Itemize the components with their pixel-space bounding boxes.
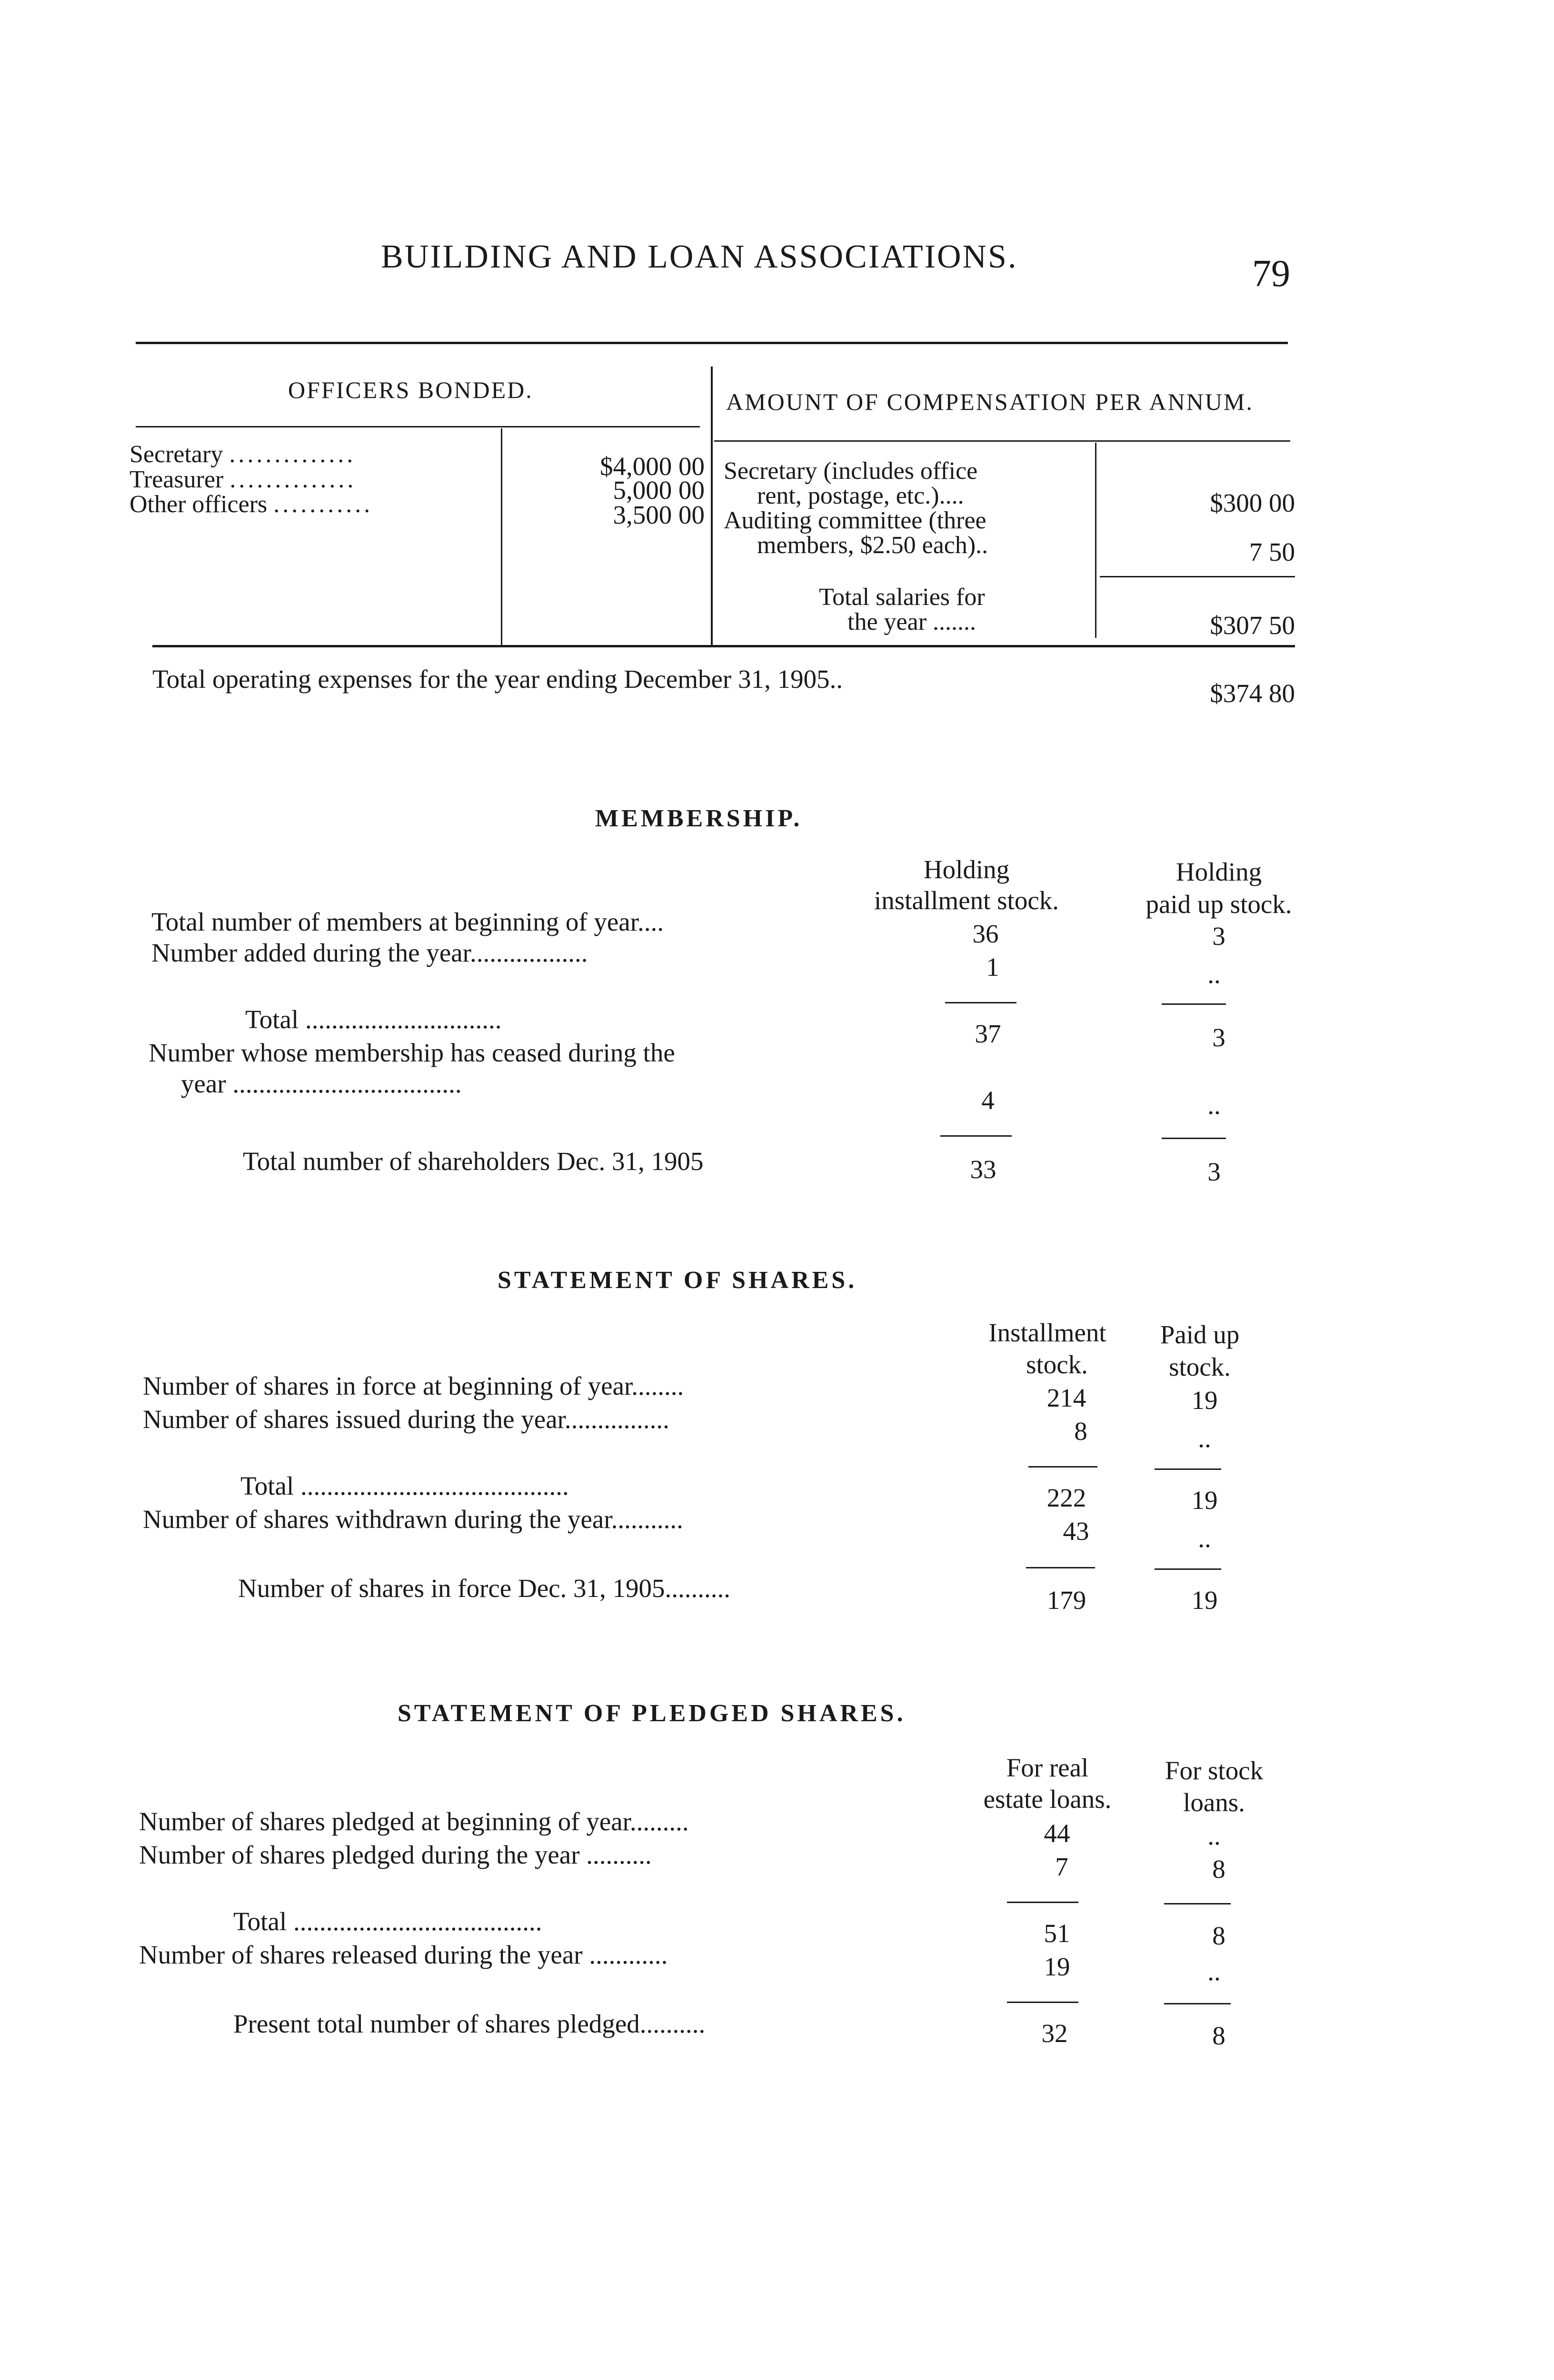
officers-amount-divider <box>501 428 502 647</box>
officer-row: Secretary .............. <box>130 441 356 468</box>
total-salaries-line: Total salaries for <box>819 584 985 611</box>
compensation-amount-divider <box>1095 443 1096 638</box>
subtotal-rule <box>1007 1902 1078 1903</box>
row-label: Total number of shareholders Dec. 31, 1905 <box>243 1147 704 1176</box>
row-label: Number whose membership has ceased during the <box>149 1038 675 1067</box>
secretary-compensation-amount: $300 00 <box>1210 488 1295 517</box>
row-label: Number of shares pledged during the year .......... <box>139 1840 652 1869</box>
auditing-committee-line: Auditing committee (three <box>724 507 986 534</box>
table-bottom-rule <box>152 645 1295 647</box>
cell-value: .. <box>1198 1524 1211 1553</box>
row-label: Number added during the year.................. <box>151 938 588 967</box>
column-header: Installment <box>988 1318 1106 1347</box>
cell-value: 8 <box>1074 1417 1087 1446</box>
subtotal-rule <box>1028 1466 1097 1468</box>
subtotal-rule <box>1155 1468 1221 1470</box>
cell-value: .. <box>1198 1424 1211 1453</box>
cell-value: 8 <box>1212 2021 1225 2050</box>
pledged-shares-title: STATEMENT OF PLEDGED SHARES. <box>398 1700 906 1727</box>
row-label: Number of shares released during the year ............ <box>139 1940 668 1969</box>
officer-amount: 3,500 00 <box>613 500 705 529</box>
row-label: Number of shares withdrawn during the year........... <box>143 1505 683 1534</box>
column-header: estate loans. <box>983 1785 1112 1814</box>
cell-value: 36 <box>972 919 999 948</box>
column-header: Holding <box>923 855 1010 884</box>
page-number: 79 <box>1252 253 1290 295</box>
cell-value: 8 <box>1212 1921 1225 1950</box>
compensation-heading-rule <box>714 440 1290 442</box>
table-top-rule <box>136 342 1288 344</box>
cell-value: 19 <box>1191 1486 1218 1515</box>
cell-value: 7 <box>1055 1852 1068 1881</box>
cell-value: 1 <box>986 952 999 982</box>
compensation-heading: AMOUNT OF COMPENSATION PER ANNUM. <box>726 388 1254 415</box>
subtotal-rule <box>1164 1903 1231 1904</box>
cell-value: 4 <box>981 1086 995 1115</box>
column-header: For stock <box>1165 1756 1264 1785</box>
operating-expenses-label: Total operating expenses for the year ending December 31, 1905.. <box>152 664 843 694</box>
cell-value: 8 <box>1212 1854 1225 1884</box>
total-salaries-amount: $307 50 <box>1210 611 1295 640</box>
cell-value: 32 <box>1041 2019 1068 2048</box>
subtotal-rule <box>945 1002 1016 1003</box>
row-label: Total ...................................... <box>233 1907 542 1936</box>
row-label: Total ......................................... <box>240 1471 569 1500</box>
total-rule <box>1164 2003 1231 2004</box>
row-label: year ................................... <box>181 1069 462 1098</box>
cell-value: 44 <box>1044 1819 1070 1848</box>
total-rule <box>940 1135 1012 1137</box>
secretary-compensation-line: rent, postage, etc.).... <box>757 482 964 509</box>
cell-value: 19 <box>1044 1952 1070 1981</box>
column-header: installment stock. <box>874 886 1059 915</box>
cell-value: 179 <box>1046 1586 1086 1615</box>
total-rule <box>1007 2002 1078 2003</box>
cell-value: .. <box>1207 1091 1221 1120</box>
table-center-divider <box>711 367 713 647</box>
cell-value: 3 <box>1207 1157 1221 1186</box>
total-salaries-line: the year ....... <box>847 608 976 635</box>
column-header: stock. <box>1026 1350 1088 1379</box>
cell-value: .. <box>1207 960 1221 989</box>
membership-title: MEMBERSHIP. <box>595 805 803 832</box>
cell-value: 3 <box>1212 922 1225 951</box>
column-header: For real <box>1006 1753 1089 1782</box>
cell-value: 37 <box>975 1019 1001 1048</box>
cell-value: 19 <box>1191 1386 1218 1415</box>
cell-value: 3 <box>1212 1023 1225 1052</box>
officer-row: Other officers ........... <box>130 491 373 518</box>
cell-value: 222 <box>1046 1483 1086 1512</box>
officer-amount: $4,000 00 <box>600 452 705 481</box>
running-header: BUILDING AND LOAN ASSOCIATIONS. <box>381 238 1018 275</box>
row-label: Present total number of shares pledged.......... <box>233 2009 706 2038</box>
row-label: Number of shares in force Dec. 31, 1905.......... <box>238 1574 731 1603</box>
cell-value: .. <box>1207 1957 1221 1986</box>
row-label: Number of shares pledged at beginning of year......... <box>139 1807 689 1836</box>
officers-heading-rule <box>136 426 700 427</box>
cell-value: 33 <box>970 1155 996 1184</box>
row-label: Total .............................. <box>245 1005 502 1034</box>
shares-title: STATEMENT OF SHARES. <box>498 1267 857 1294</box>
cell-value: 51 <box>1044 1919 1070 1948</box>
officer-amount: 5,000 00 <box>613 476 705 505</box>
subtotal-rule <box>1162 1003 1226 1005</box>
row-label: Number of shares in force at beginning of year........ <box>143 1371 684 1400</box>
secretary-compensation-line: Secretary (includes office <box>724 457 978 485</box>
auditing-committee-line: members, $2.50 each).. <box>757 532 988 559</box>
auditing-committee-amount: 7 50 <box>1249 537 1295 566</box>
cell-value: 43 <box>1063 1517 1089 1546</box>
total-rule <box>1162 1138 1226 1139</box>
officers-heading: OFFICERS BONDED. <box>288 377 533 403</box>
cell-value: .. <box>1207 1821 1221 1850</box>
column-header: stock. <box>1169 1352 1231 1381</box>
column-header: Holding <box>1175 857 1262 886</box>
operating-expenses-amount: $374 80 <box>1210 679 1295 708</box>
cell-value: 214 <box>1046 1383 1086 1412</box>
total-rule <box>1026 1567 1095 1568</box>
cell-value: 19 <box>1191 1586 1218 1615</box>
column-header: paid up stock. <box>1146 890 1292 919</box>
row-label: Number of shares issued during the year................ <box>143 1405 669 1434</box>
column-header: loans. <box>1183 1788 1245 1817</box>
row-label: Total number of members at beginning of year.... <box>151 907 664 936</box>
total-rule <box>1155 1568 1221 1570</box>
officer-row: Treasurer .............. <box>130 466 357 493</box>
column-header: Paid up <box>1160 1320 1240 1349</box>
salary-total-rule <box>1100 576 1295 577</box>
